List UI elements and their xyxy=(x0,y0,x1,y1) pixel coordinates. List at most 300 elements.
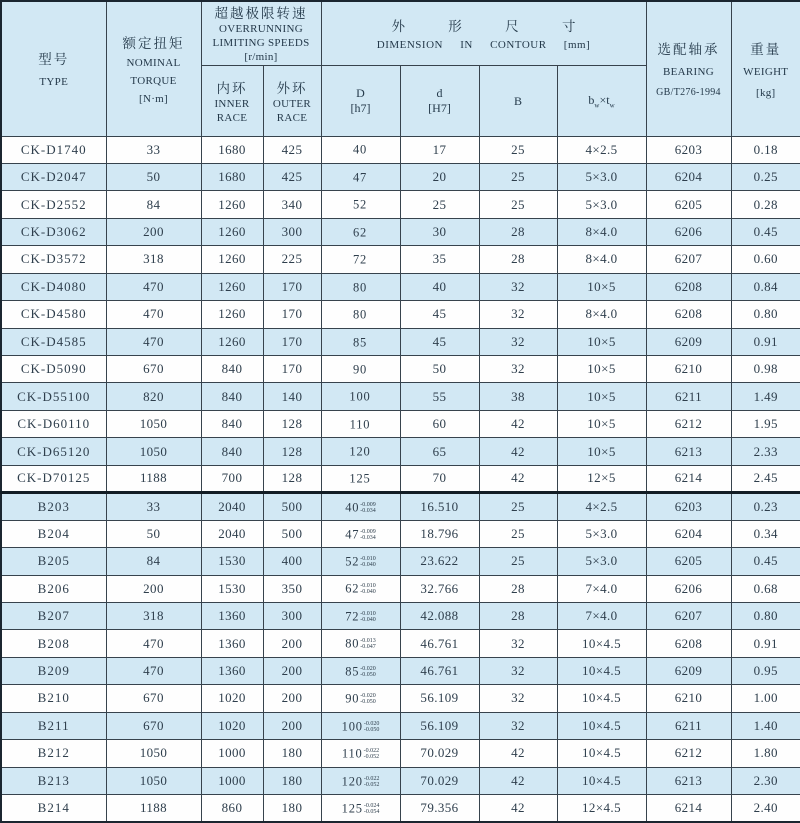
bearing-cell: 6204 xyxy=(646,163,731,190)
dimension-D-cell xyxy=(321,163,400,190)
inner-race-cell: 1260 xyxy=(201,191,263,218)
width-B-cell: 28 xyxy=(479,218,557,245)
dimension-D-value: 85 xyxy=(352,335,368,350)
torque-cell: 1050 xyxy=(106,410,201,437)
outer-race-cell: 425 xyxy=(263,163,321,190)
dimension-D-cell xyxy=(321,328,400,355)
dimension-D-value: 40 xyxy=(345,500,360,515)
dimension-D-cell xyxy=(321,767,400,794)
type-cell: B208 xyxy=(1,630,106,657)
table-header xyxy=(1,1,800,136)
tolerance-upper: -0.020 xyxy=(360,693,376,700)
width-B-cell: 42 xyxy=(479,767,557,794)
header-inner-race-zh: 内环 xyxy=(216,80,248,96)
width-B-cell: 32 xyxy=(479,273,557,300)
dimension-D-cell xyxy=(321,246,400,273)
tolerance-upper: -0.020 xyxy=(363,720,380,727)
tolerance-upper: -0.020 xyxy=(360,665,376,672)
torque-cell: 1188 xyxy=(106,465,201,492)
outer-race-cell: 200 xyxy=(263,712,321,739)
header-speeds-unit: [r/min] xyxy=(244,51,278,64)
dimension-D-tolerance xyxy=(364,803,380,815)
width-B-cell: 42 xyxy=(479,438,557,465)
keyway-bt-cell: 10×5 xyxy=(557,383,646,410)
type-cell: CK-D2047 xyxy=(1,163,106,190)
type-cell: CK-D3572 xyxy=(1,246,106,273)
type-cell: CK-D70125 xyxy=(1,465,106,492)
torque-cell: 470 xyxy=(106,657,201,684)
tolerance-lower: -0.047 xyxy=(360,644,376,651)
dimension-D-value: 52 xyxy=(345,554,360,569)
keyway-bt-cell: 5×3.0 xyxy=(557,548,646,575)
keyway-bt-cell: 10×5 xyxy=(557,356,646,383)
outer-race-cell: 170 xyxy=(263,273,321,300)
outer-race-cell: 170 xyxy=(263,356,321,383)
inner-race-cell: 840 xyxy=(201,383,263,410)
header-torque xyxy=(106,1,201,136)
keyway-bt-cell: 8×4.0 xyxy=(557,301,646,328)
header-weight-unit: [kg] xyxy=(755,86,776,99)
keyway-bt-cell: 10×4.5 xyxy=(557,630,646,657)
type-cell: CK-D4585 xyxy=(1,328,106,355)
bearing-cell: 6206 xyxy=(646,575,731,602)
torque-cell: 1188 xyxy=(106,795,201,823)
dimension-D-cell xyxy=(321,136,400,163)
weight-cell: 2.30 xyxy=(731,767,800,794)
inner-race-cell: 1000 xyxy=(201,767,263,794)
weight-cell: 0.95 xyxy=(731,657,800,684)
dimension-D-tolerance xyxy=(360,638,376,650)
weight-cell: 2.40 xyxy=(731,795,800,823)
outer-race-cell: 425 xyxy=(263,136,321,163)
inner-race-cell: 2040 xyxy=(201,520,263,547)
outer-race-cell: 128 xyxy=(263,410,321,437)
bearing-cell: 6214 xyxy=(646,465,731,492)
dimension-D-cell xyxy=(321,383,400,410)
dimension-D-cell xyxy=(321,795,400,823)
table-row xyxy=(1,602,800,629)
bearing-cell: 6204 xyxy=(646,520,731,547)
tolerance-lower: -0.052 xyxy=(363,781,380,788)
dimension-d-cell: 16.510 xyxy=(400,493,479,520)
tolerance-lower: -0.050 xyxy=(360,671,376,678)
header-weight-zh: 重量 xyxy=(750,41,782,57)
dimension-D-value: 72 xyxy=(345,609,360,624)
tolerance-upper: -0.022 xyxy=(363,775,380,782)
weight-cell: 2.45 xyxy=(731,465,800,492)
width-B-cell: 32 xyxy=(479,685,557,712)
torque-cell: 470 xyxy=(106,328,201,355)
tolerance-upper: -0.013 xyxy=(360,638,376,645)
width-B-cell: 32 xyxy=(479,657,557,684)
dimension-D-cell xyxy=(321,685,400,712)
type-cell: B206 xyxy=(1,575,106,602)
outer-race-cell: 200 xyxy=(263,657,321,684)
header-dimension xyxy=(321,1,646,65)
torque-cell: 200 xyxy=(106,575,201,602)
dimension-D-tolerance xyxy=(364,721,380,733)
type-cell: B204 xyxy=(1,520,106,547)
dimension-D-cell xyxy=(321,438,400,465)
bearing-cell: 6209 xyxy=(646,657,731,684)
header-inner-race xyxy=(201,65,263,136)
header-outer-race-en1: OUTER xyxy=(272,97,312,110)
outer-race-cell: 128 xyxy=(263,438,321,465)
dimension-D-cell xyxy=(321,520,400,547)
keyway-bt-cell: 10×4.5 xyxy=(557,767,646,794)
torque-cell: 1050 xyxy=(106,438,201,465)
bearing-cell: 6203 xyxy=(646,136,731,163)
table-row xyxy=(1,246,800,273)
table-row xyxy=(1,575,800,602)
dimension-D-tolerance xyxy=(360,502,376,514)
inner-race-cell: 1360 xyxy=(201,657,263,684)
dimension-d-cell: 70.029 xyxy=(400,740,479,767)
torque-cell: 84 xyxy=(106,191,201,218)
outer-race-cell: 225 xyxy=(263,246,321,273)
header-type xyxy=(1,1,106,136)
header-speeds-zh: 超越极限转速 xyxy=(214,6,308,22)
keyway-bt-cell: 12×5 xyxy=(557,465,646,492)
width-B-cell: 42 xyxy=(479,795,557,823)
outer-race-cell: 350 xyxy=(263,575,321,602)
inner-race-cell: 1260 xyxy=(201,328,263,355)
weight-cell: 1.95 xyxy=(731,410,800,437)
width-B-cell: 28 xyxy=(479,575,557,602)
outer-race-cell: 180 xyxy=(263,795,321,823)
header-type-block xyxy=(2,2,106,136)
dimension-d-cell: 18.796 xyxy=(400,520,479,547)
weight-cell: 0.25 xyxy=(731,163,800,190)
keyway-bt-cell: 5×3.0 xyxy=(557,520,646,547)
header-bearing-std: GB/T276-1994 xyxy=(656,86,721,98)
inner-race-cell: 840 xyxy=(201,410,263,437)
dimension-D-cell xyxy=(321,740,400,767)
torque-cell: 470 xyxy=(106,301,201,328)
type-cell: CK-D4580 xyxy=(1,301,106,328)
inner-race-cell: 1680 xyxy=(201,163,263,190)
dimension-D-value: 120 xyxy=(341,774,363,789)
weight-cell: 0.98 xyxy=(731,356,800,383)
outer-race-cell: 170 xyxy=(263,301,321,328)
table-row xyxy=(1,740,800,767)
outer-race-cell: 180 xyxy=(263,740,321,767)
inner-race-cell: 1260 xyxy=(201,301,263,328)
header-col-D-line1: D xyxy=(356,85,365,100)
dimension-D-value: 72 xyxy=(352,252,368,267)
dimension-D-cell xyxy=(321,191,400,218)
table-row xyxy=(1,438,800,465)
outer-race-cell: 300 xyxy=(263,218,321,245)
tolerance-lower: -0.054 xyxy=(363,808,380,815)
inner-race-cell: 1680 xyxy=(201,136,263,163)
tolerance-upper: -0.024 xyxy=(363,802,380,809)
outer-race-cell: 400 xyxy=(263,548,321,575)
tolerance-lower: -0.034 xyxy=(360,507,376,514)
torque-cell: 820 xyxy=(106,383,201,410)
table-row xyxy=(1,356,800,383)
torque-cell: 670 xyxy=(106,712,201,739)
inner-race-cell: 1360 xyxy=(201,602,263,629)
bearing-cell: 6207 xyxy=(646,246,731,273)
bearing-cell: 6212 xyxy=(646,740,731,767)
keyway-bt-cell: 7×4.0 xyxy=(557,602,646,629)
dimension-D-tolerance xyxy=(364,776,380,788)
keyway-bt-cell: 8×4.0 xyxy=(557,246,646,273)
keyway-bt-cell: 4×2.5 xyxy=(557,136,646,163)
header-dimension-block xyxy=(322,2,646,65)
bearing-cell: 6205 xyxy=(646,191,731,218)
type-cell: B212 xyxy=(1,740,106,767)
header-col-d-block xyxy=(401,66,479,136)
type-cell: B205 xyxy=(1,548,106,575)
type-cell: B213 xyxy=(1,767,106,794)
width-B-cell: 28 xyxy=(479,602,557,629)
table-row xyxy=(1,301,800,328)
tolerance-upper: -0.009 xyxy=(360,528,376,535)
tolerance-lower: -0.052 xyxy=(363,754,380,761)
header-col-D xyxy=(321,65,400,136)
header-inner-race-en2: RACE xyxy=(216,111,248,124)
type-cell: CK-D3062 xyxy=(1,218,106,245)
outer-race-cell: 128 xyxy=(263,465,321,492)
type-cell: B203 xyxy=(1,493,106,520)
dimension-D-value: 62 xyxy=(352,225,368,240)
weight-cell: 0.80 xyxy=(731,602,800,629)
header-inner-race-en1: INNER xyxy=(214,97,250,110)
tolerance-lower: -0.040 xyxy=(360,589,376,596)
bearing-cell: 6209 xyxy=(646,328,731,355)
bearing-cell: 6206 xyxy=(646,218,731,245)
header-weight-en: WEIGHT xyxy=(743,65,789,78)
dimension-d-cell: 46.761 xyxy=(400,657,479,684)
torque-cell: 318 xyxy=(106,246,201,273)
dimension-D-value: 80 xyxy=(345,636,360,651)
header-dimension-en: DIMENSION IN CONTOUR [mm] xyxy=(376,39,591,52)
inner-race-cell: 840 xyxy=(201,356,263,383)
bt-b-sub: w xyxy=(594,101,600,110)
inner-race-cell: 840 xyxy=(201,438,263,465)
outer-race-cell: 200 xyxy=(263,685,321,712)
inner-race-cell: 700 xyxy=(201,465,263,492)
header-col-B-label: B xyxy=(513,93,522,108)
keyway-bt-cell: 10×5 xyxy=(557,273,646,300)
dimension-d-cell: 50 xyxy=(400,356,479,383)
weight-cell: 0.18 xyxy=(731,136,800,163)
dimension-D-cell xyxy=(321,301,400,328)
keyway-bt-cell: 10×4.5 xyxy=(557,685,646,712)
dimension-D-value: 85 xyxy=(345,664,360,679)
tolerance-upper: -0.009 xyxy=(360,501,376,508)
tolerance-lower: -0.040 xyxy=(360,562,376,569)
weight-cell: 0.28 xyxy=(731,191,800,218)
inner-race-cell: 1530 xyxy=(201,575,263,602)
header-speeds-en2: LIMITING SPEEDS xyxy=(212,37,310,50)
bt-t: t xyxy=(606,93,610,108)
dimension-D-value: 125 xyxy=(349,471,371,486)
bt-b: b xyxy=(588,93,595,108)
outer-race-cell: 340 xyxy=(263,191,321,218)
table-row xyxy=(1,328,800,355)
header-col-d-line2: [H7] xyxy=(428,100,451,115)
dimension-D-value: 110 xyxy=(349,417,371,432)
header-inner-race-block xyxy=(202,66,263,136)
header-torque-en1: NOMINAL xyxy=(126,56,181,69)
width-B-cell: 32 xyxy=(479,301,557,328)
tolerance-upper: -0.010 xyxy=(360,556,376,563)
inner-race-cell: 1260 xyxy=(201,246,263,273)
bearing-cell: 6210 xyxy=(646,685,731,712)
header-torque-zh: 额定扭矩 xyxy=(122,35,185,51)
bearing-cell: 6203 xyxy=(646,493,731,520)
outer-race-cell: 200 xyxy=(263,630,321,657)
header-outer-race-block xyxy=(264,66,321,136)
dimension-D-tolerance xyxy=(360,556,376,568)
header-bearing-en: BEARING xyxy=(663,65,714,78)
weight-cell: 1.00 xyxy=(731,685,800,712)
keyway-bt-cell: 8×4.0 xyxy=(557,218,646,245)
type-cell: CK-D2552 xyxy=(1,191,106,218)
bearing-cell: 6208 xyxy=(646,630,731,657)
dimension-D-tolerance xyxy=(360,666,376,678)
bearing-cell: 6212 xyxy=(646,410,731,437)
dimension-d-cell: 25 xyxy=(400,191,479,218)
dimension-D-cell xyxy=(321,575,400,602)
dimension-D-value: 80 xyxy=(352,280,368,295)
width-B-cell: 42 xyxy=(479,465,557,492)
bearing-cell: 6211 xyxy=(646,383,731,410)
header-col-bt-label xyxy=(588,93,615,110)
dimension-d-cell: 20 xyxy=(400,163,479,190)
type-cell: B209 xyxy=(1,657,106,684)
header-torque-unit: [N·m] xyxy=(139,92,168,105)
torque-cell: 1050 xyxy=(106,767,201,794)
header-speeds-en1: OVERRUNNING xyxy=(219,23,303,36)
tolerance-upper: -0.010 xyxy=(360,583,376,590)
table-row xyxy=(1,685,800,712)
dimension-D-value: 40 xyxy=(352,142,368,157)
dimension-D-cell xyxy=(321,273,400,300)
dimension-D-value: 100 xyxy=(349,389,371,404)
torque-cell: 470 xyxy=(106,273,201,300)
inner-race-cell: 1000 xyxy=(201,740,263,767)
inner-race-cell: 2040 xyxy=(201,493,263,520)
type-cell: B211 xyxy=(1,712,106,739)
dimension-D-cell xyxy=(321,493,400,520)
dimension-d-cell: 70 xyxy=(400,465,479,492)
keyway-bt-cell: 12×4.5 xyxy=(557,795,646,823)
dimension-d-cell: 23.622 xyxy=(400,548,479,575)
bearing-cell: 6205 xyxy=(646,548,731,575)
header-col-B xyxy=(479,65,557,136)
dimension-D-tolerance xyxy=(360,693,376,705)
table-row xyxy=(1,410,800,437)
keyway-bt-cell: 10×4.5 xyxy=(557,712,646,739)
type-cell: CK-D55100 xyxy=(1,383,106,410)
bearing-cell: 6208 xyxy=(646,301,731,328)
dimension-d-cell: 40 xyxy=(400,273,479,300)
weight-cell: 0.80 xyxy=(731,301,800,328)
dimension-D-cell xyxy=(321,218,400,245)
header-weight-block xyxy=(732,2,800,136)
torque-cell: 1050 xyxy=(106,740,201,767)
weight-cell: 0.34 xyxy=(731,520,800,547)
weight-cell: 0.60 xyxy=(731,246,800,273)
weight-cell: 0.84 xyxy=(731,273,800,300)
header-speeds-block xyxy=(202,2,321,65)
weight-cell: 1.80 xyxy=(731,740,800,767)
dimension-D-value: 90 xyxy=(352,362,368,377)
weight-cell: 0.91 xyxy=(731,328,800,355)
dimension-D-cell xyxy=(321,602,400,629)
keyway-bt-cell: 5×3.0 xyxy=(557,191,646,218)
dimension-d-cell: 30 xyxy=(400,218,479,245)
width-B-cell: 25 xyxy=(479,191,557,218)
weight-cell: 2.33 xyxy=(731,438,800,465)
header-bearing-block xyxy=(647,2,731,136)
weight-cell: 0.45 xyxy=(731,548,800,575)
dimension-D-cell xyxy=(321,548,400,575)
header-col-D-block xyxy=(322,66,400,136)
dimension-D-cell xyxy=(321,356,400,383)
weight-cell: 0.23 xyxy=(731,493,800,520)
inner-race-cell: 1020 xyxy=(201,712,263,739)
table-row xyxy=(1,767,800,794)
dimension-D-value: 52 xyxy=(352,197,368,212)
keyway-bt-cell: 10×4.5 xyxy=(557,740,646,767)
header-dimension-zh: 外 形 尺 寸 xyxy=(391,19,596,35)
width-B-cell: 25 xyxy=(479,520,557,547)
header-outer-race-en2: RACE xyxy=(276,111,308,124)
header-outer-race-zh: 外环 xyxy=(276,80,308,96)
weight-cell: 0.91 xyxy=(731,630,800,657)
header-weight xyxy=(731,1,800,136)
dimension-d-cell: 56.109 xyxy=(400,712,479,739)
type-cell: CK-D65120 xyxy=(1,438,106,465)
torque-cell: 50 xyxy=(106,520,201,547)
keyway-bt-cell: 4×2.5 xyxy=(557,493,646,520)
torque-cell: 33 xyxy=(106,136,201,163)
weight-cell: 0.68 xyxy=(731,575,800,602)
table-row xyxy=(1,712,800,739)
dimension-d-cell: 79.356 xyxy=(400,795,479,823)
tolerance-lower: -0.050 xyxy=(363,726,380,733)
width-B-cell: 25 xyxy=(479,136,557,163)
table-row xyxy=(1,136,800,163)
keyway-bt-cell: 7×4.0 xyxy=(557,575,646,602)
table-row xyxy=(1,273,800,300)
weight-cell: 1.49 xyxy=(731,383,800,410)
dimension-D-value: 80 xyxy=(352,307,368,322)
torque-cell: 670 xyxy=(106,356,201,383)
header-type-en: TYPE xyxy=(39,76,69,89)
dimension-D-value: 47 xyxy=(352,170,368,185)
bearing-cell: 6208 xyxy=(646,273,731,300)
dimension-D-value: 100 xyxy=(341,719,363,734)
table-row xyxy=(1,383,800,410)
outer-race-cell: 180 xyxy=(263,767,321,794)
outer-race-cell: 300 xyxy=(263,602,321,629)
dimension-D-tolerance xyxy=(364,748,380,760)
dimension-d-cell: 65 xyxy=(400,438,479,465)
dimension-D-tolerance xyxy=(360,529,376,541)
dimension-D-cell xyxy=(321,630,400,657)
header-col-D-line2: [h7] xyxy=(350,100,371,115)
dimension-d-cell: 60 xyxy=(400,410,479,437)
header-col-d xyxy=(400,65,479,136)
tolerance-lower: -0.040 xyxy=(360,616,376,623)
dimension-D-tolerance xyxy=(360,611,376,623)
